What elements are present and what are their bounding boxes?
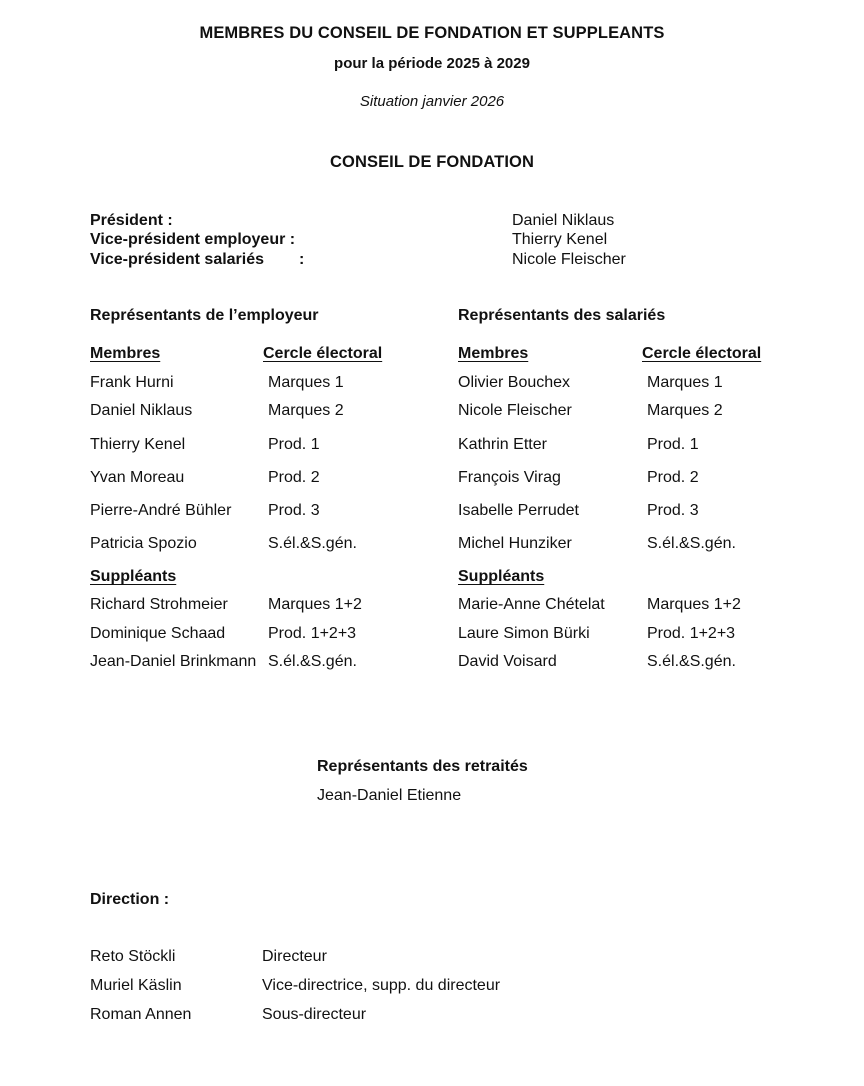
direction-person-role: Vice-directrice, supp. du directeur [262,977,501,994]
direction-person-name: Roman Annen [90,1006,192,1023]
officer-role-vp-employees: Vice-président salariés [90,251,265,268]
employee-substitute-circle: Marques 1+2 [647,596,741,613]
employer-substitute-name: Richard Strohmeier [90,596,228,613]
employer-member-circle: Prod. 3 [268,502,320,519]
employee-member-name: Isabelle Perrudet [458,502,579,519]
direction-person-role: Directeur [262,948,327,965]
employer-substitute-circle: S.él.&S.gén. [268,653,357,670]
employer-member-circle: Prod. 2 [268,469,320,486]
direction-person-role: Sous-directeur [262,1006,367,1023]
employee-member-name: Olivier Bouchex [458,374,571,391]
employee-member-name: Nicole Fleischer [458,402,572,419]
employee-member-circle: Prod. 2 [647,469,699,486]
employees-col-circle: Cercle électoral [642,345,762,362]
employees-col-members: Membres [458,345,529,362]
employee-member-name: Kathrin Etter [458,436,547,453]
employer-member-circle: S.él.&S.gén. [268,535,357,552]
employee-member-circle: Marques 2 [647,402,723,419]
employee-member-circle: S.él.&S.gén. [647,535,736,552]
employer-member-circle: Marques 2 [268,402,344,419]
section-title: CONSEIL DE FONDATION [330,153,534,171]
direction-heading: Direction : [90,891,170,908]
employee-substitute-name: Laure Simon Bürki [458,625,590,642]
officer-role-president: Président : [90,212,173,229]
employee-substitute-name: Marie-Anne Chételat [458,596,605,613]
employee-member-circle: Marques 1 [647,374,723,391]
employer-substitute-name: Dominique Schaad [90,625,226,642]
employee-substitute-name: David Voisard [458,653,557,670]
employer-col-circle: Cercle électoral [263,345,383,362]
employer-substitute-circle: Marques 1+2 [268,596,362,613]
employer-member-name: Frank Hurni [90,374,174,391]
officer-role-vp-employer: Vice-président employeur : [90,231,296,248]
direction-person-name: Reto Stöckli [90,948,176,965]
employer-substitute-name: Jean-Daniel Brinkmann [90,653,257,670]
document-title: MEMBRES DU CONSEIL DE FONDATION ET SUPPLEANTS [199,24,665,42]
employee-substitute-circle: Prod. 1+2+3 [647,625,736,642]
employer-member-name: Pierre-André Bühler [90,502,232,519]
employer-member-name: Patricia Spozio [90,535,197,552]
direction-person-name: Muriel Käslin [90,977,182,994]
employer-member-circle: Marques 1 [268,374,344,391]
employer-col-members: Membres [90,345,161,362]
employee-member-name: François Virag [458,469,561,486]
officer-name-president: Daniel Niklaus [512,212,615,229]
employee-member-circle: Prod. 3 [647,502,699,519]
employee-member-name: Michel Hunziker [458,535,572,552]
employee-substitute-circle: S.él.&S.gén. [647,653,736,670]
officer-name-vp-employees: Nicole Fleischer [512,251,626,268]
employer-member-name: Thierry Kenel [90,436,186,453]
retirees-name: Jean-Daniel Etienne [317,787,462,804]
employer-member-circle: Prod. 1 [268,436,320,453]
employer-substitutes-heading: Suppléants [90,568,177,585]
employee-member-circle: Prod. 1 [647,436,699,453]
employer-heading: Représentants de l’employeur [90,307,319,324]
officer-name-vp-employer: Thierry Kenel [512,231,608,248]
officer-role-vp-employees-colon: : [299,251,305,268]
employees-heading: Représentants des salariés [458,307,666,324]
employer-substitute-circle: Prod. 1+2+3 [268,625,357,642]
employees-substitutes-heading: Suppléants [458,568,545,585]
period-subtitle: pour la période 2025 à 2029 [334,55,530,72]
situation-date: Situation janvier 2026 [359,93,505,110]
retirees-heading: Représentants des retraités [317,758,528,775]
employer-member-name: Yvan Moreau [90,469,185,486]
employer-member-name: Daniel Niklaus [90,402,193,419]
